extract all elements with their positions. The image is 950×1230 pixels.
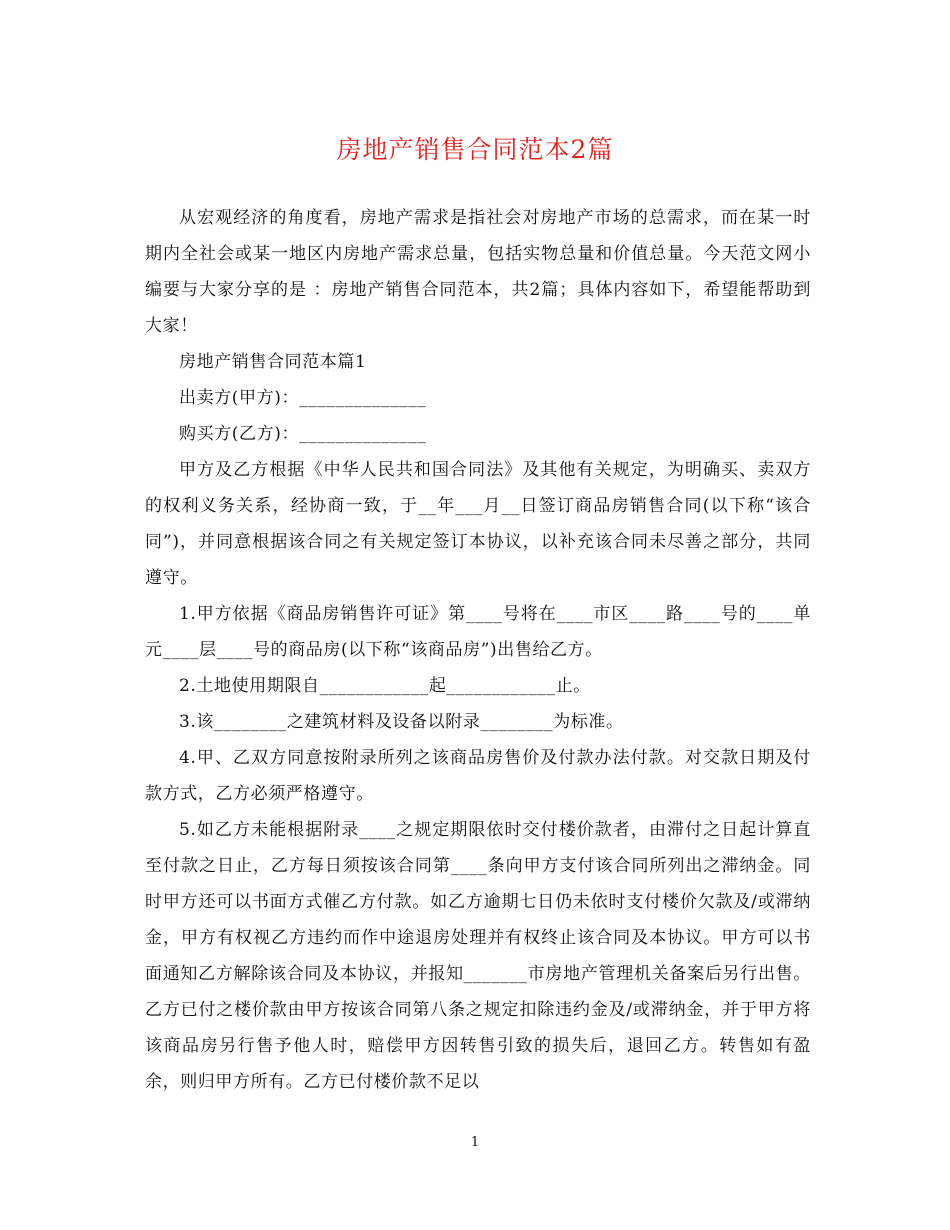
section-heading: 房地产销售合同范本篇1 [179,352,367,372]
preamble-paragraph: 甲方及乙方根据《中华人民共和国合同法》及其他有关规定，为明确买、卖双方的权利义务关系，经协商一致，于__年___月__日签订商品房销售合同(以下称“该合同”)，并同意根据该合同之有关规定签订本协议，以补充该合同未尽善之部分，共同遵守。 [145,460,811,588]
clause-1: 1.甲方依据《商品房销售许可证》第____号将在____市区____路____号的____单元____层____号的商品房(以下称“该商品房”)出售给乙方。 [145,604,811,660]
clause-2: 2.土地使用期限自____________起____________止。 [179,676,591,696]
page-number: 1 [470,1135,480,1150]
document-title: 房地产销售合同范本2篇 [336,135,614,164]
clause-3: 3.该________之建筑材料及设备以附录________为标准。 [179,712,624,732]
intro-paragraph: 从宏观经济的角度看，房地产需求是指社会对房地产市场的总需求，而在某一时期内全社会或某一地区内房地产需求总量，包括实物总量和价值总量。今天范文网小编要与大家分享的是 ：房地产销售合同范本，共2篇；具体内容如下，希望能帮助到大家！ [145,208,811,336]
clause-5: 5.如乙方未能根据附录____之规定期限依时交付楼价款者，由滞付之日起计算直至付款之日止，乙方每日须按该合同第____条向甲方支付该合同所列出之滞纳金。同时甲方还可以书面方式催乙方付款。如乙方逾期七日仍未依时支付楼价欠款及/或滞纳金，甲方有权视乙方违约而作中途退房处理并有权终止该合同及本协议。甲方可以书面通知乙方解除该合同及本协议，并报知_______市房地产管理机关备案后另行出售。乙方已付之楼价款由甲方按该合同第八条之规定扣除违约金及/或滞纳金，并于甲方将该商品房另行售予他人时，赔偿甲方因转售引致的损失后，退回乙方。转售如有盈余，则归甲方所有。乙方已付楼价款不足以 [145,820,811,1092]
seller-line: 出卖方(甲方)：______________ [179,388,427,408]
clause-4: 4.甲、乙双方同意按附录所列之该商品房售价及付款办法付款。对交款日期及付款方式，乙方必须严格遵守。 [145,748,811,804]
buyer-line: 购买方(乙方)：______________ [179,424,427,444]
document-body [145,200,811,1100]
